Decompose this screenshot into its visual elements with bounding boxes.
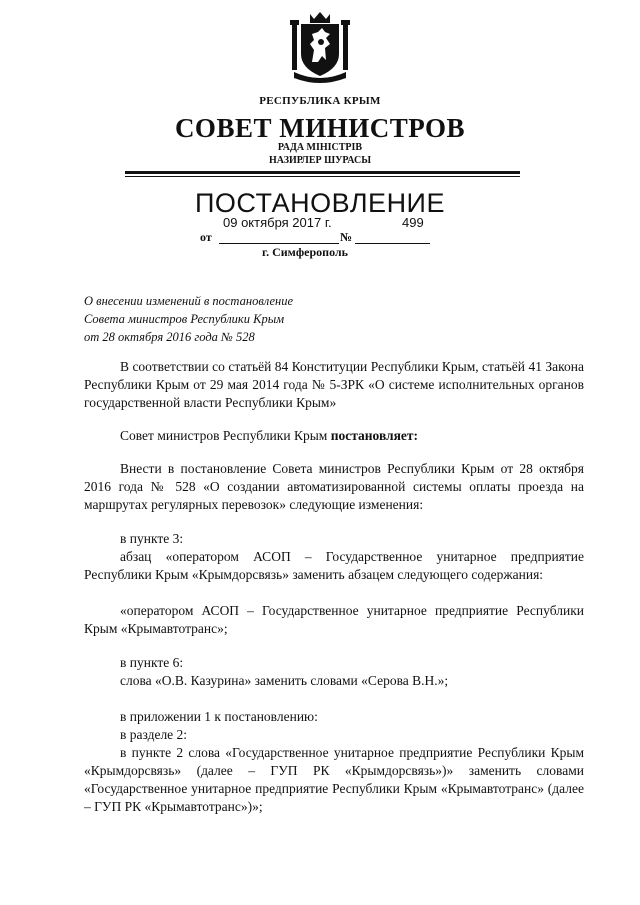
document-kind-title: ПОСТАНОВЛЕНИЕ xyxy=(195,188,445,218)
crimea-coat-of-arms-icon xyxy=(290,10,350,88)
subject-line: от 28 октября 2016 года № 528 xyxy=(84,330,255,344)
item2-text: в пункте 2 слова «Государственное унитарное предприятие Республики Крым «Крымдорсвязь» (далее – ГУП РК «Крымдорсвязь»)» заменить словами «Государственное унитарное предприятие Республики Крым «Крымавтотранс» (далее – ГУП РК «Крымавтотранс»)»; xyxy=(84,745,584,814)
city-label: г. Симферополь xyxy=(262,245,348,259)
header-rule-thick xyxy=(125,171,520,174)
council-title-crimean-tatar: НАЗИРЛЕР ШУРАСЫ xyxy=(268,155,372,166)
point3-new-wording: «оператором АСОП – Государственное унитарное предприятие Республики Крым «Крымавтотранс»; xyxy=(84,603,584,636)
number-label: № xyxy=(340,230,353,244)
appendix-heading: в приложении 1 к постановлению: xyxy=(120,709,318,724)
document-date: 09 октября 2017 г. xyxy=(223,215,332,230)
section-heading: в разделе 2: xyxy=(120,727,188,742)
point3-text: абзац «оператором АСОП – Государственное унитарное предприятие Республики Крым «Крымдорсвязь» заменить абзацем следующего содержания: xyxy=(84,549,584,582)
number-underline xyxy=(355,243,430,244)
header-rule-thin xyxy=(125,176,520,177)
intro-paragraph: В соответствии со статьёй 84 Конституции Республики Крым, статьёй 41 Закона Республики Крым от 29 мая 2014 года № 5-ЗРК «О системе исполнительных органов государственной власти Республики Крым» xyxy=(84,359,584,410)
point3-heading: в пункте 3: xyxy=(120,531,184,546)
resolve-text: Совет министров Республики Крым xyxy=(120,428,331,443)
point6-text: слова «О.В. Казурина» заменить словами «Серова В.Н.»; xyxy=(120,673,449,688)
subject-line: Совета министров Республики Крым xyxy=(84,312,285,326)
point6-heading: в пункте 6: xyxy=(120,655,184,670)
republic-label: РЕСПУБЛИКА КРЫМ xyxy=(259,95,381,107)
document-subject xyxy=(84,292,293,346)
council-title: СОВЕТ МИНИСТРОВ xyxy=(174,113,466,143)
resolve-paragraph xyxy=(84,427,584,445)
date-underline xyxy=(219,243,339,244)
date-label: от xyxy=(200,230,212,244)
document-number: 499 xyxy=(402,215,424,230)
resolve-keyword: постановляет: xyxy=(330,428,419,443)
council-title-ukrainian: РАДА МІНІСТРІВ xyxy=(277,142,363,153)
amend-paragraph: Внести в постановление Совета министров Республики Крым от 28 октября 2016 года № 528 «О создании автоматизированной системы оплаты проезда на маршрутах регулярных перевозок» следующие изменения: xyxy=(84,461,584,512)
subject-line: О внесении изменений в постановление xyxy=(84,294,294,308)
